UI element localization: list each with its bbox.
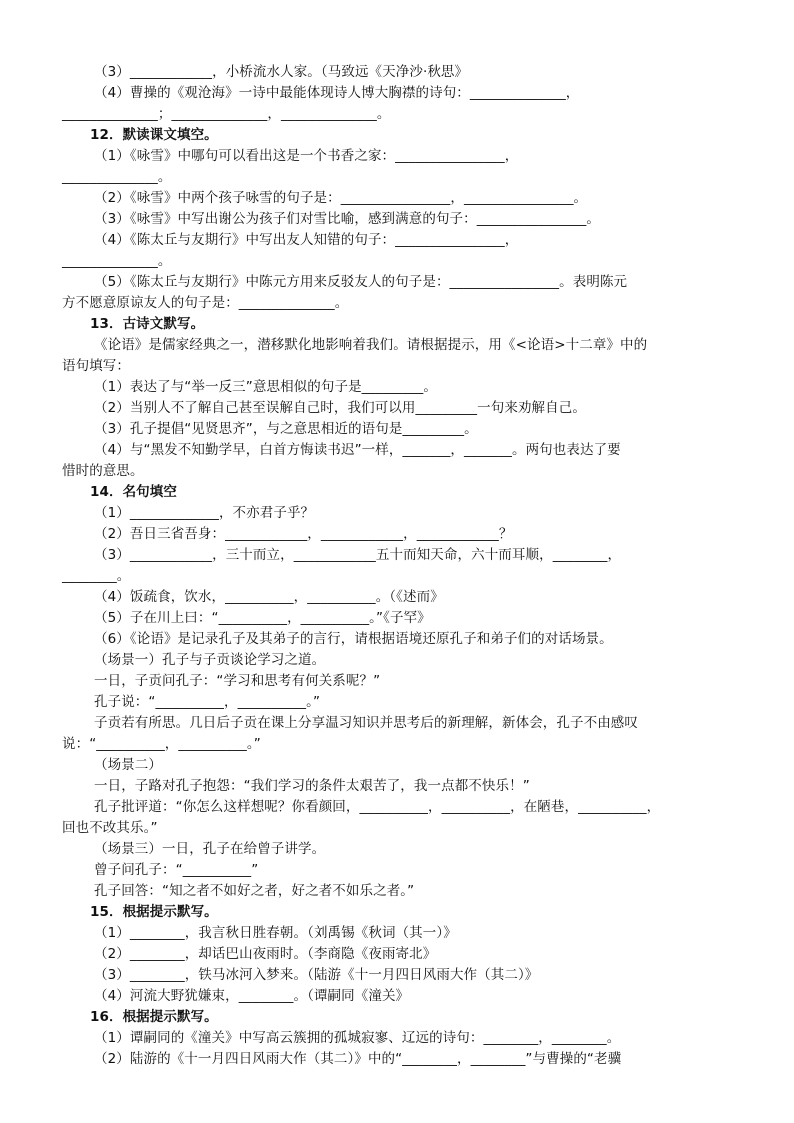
q14-6: （6）《论语》是记录孔子及其弟子的言行，请根据语境还原孔子和弟子们的对话场景。 — [94, 631, 613, 647]
q13-4-cont: 惜时的意思。 — [62, 463, 144, 479]
q13-3: （3）孔子提倡“见贤思齐”，与之意思相近的语句是_________。 — [94, 421, 478, 437]
q16-2: （2）陆游的《十一月四日风雨大作（其二）》中的“________，________”与曹操的“老骥 — [94, 1051, 622, 1067]
q15-4: （4）河流大野犹嫌束，________。（谭嗣同《潼关》 — [94, 988, 410, 1004]
section-13-heading: 13．古诗文默写。 — [90, 316, 205, 332]
q16-1: （1）谭嗣同的《潼关》中写高云簇拥的孤城寂寥、辽远的诗句：________，________。 — [94, 1030, 621, 1046]
scene-2-reply-cont: 回也不改其乐。” — [62, 820, 158, 836]
q14-1: （1）_____________，不亦君子乎？ — [94, 505, 315, 521]
q15-3: （3）________，铁马冰河入梦来。（陆游《十一月四日风雨大作（其二）》 — [94, 967, 539, 983]
q12-2: （2）《咏雪》中两个孩子咏雪的句子是：________________，________________。 — [94, 190, 588, 206]
q12-4-cont: ______________。 — [62, 253, 172, 269]
section-12-heading: 12．默读课文填空。 — [90, 127, 218, 143]
section-16-heading: 16．根据提示默写。 — [90, 1009, 218, 1025]
q14-3-cont: ________。 — [62, 568, 131, 584]
q11-4-cont: ______________；______________，______________。 — [62, 106, 391, 122]
scene-1-title: （场景一）孔子与子贡谈论学习之道。 — [94, 652, 326, 668]
scene-3-title: （场景三）一日，孔子在给曾子讲学。 — [94, 841, 326, 857]
q15-2: （2）________，却话巴山夜雨时。（李商隐《夜雨寄北》 — [94, 946, 437, 962]
scene-3-question: 曾子问孔子：“__________” — [94, 862, 259, 878]
q12-1-cont: ______________。 — [62, 169, 172, 185]
q12-3: （3）《咏雪》中写出谢公为孩子们对雪比喻，感到满意的句子：________________。 — [94, 211, 600, 227]
q12-5-cont: 方不愿意原谅友人的句子是：______________。 — [62, 295, 349, 311]
scene-1-question: 一日，子贡问孔子：“学习和思考有何关系呢？” — [94, 673, 381, 689]
scene-2-complaint: 一日，子路对孔子抱怨：“我们学习的条件太艰苦了，我一点都不快乐！” — [94, 778, 530, 794]
q14-2: （2）吾日三省吾身：____________，____________，____________？ — [94, 526, 513, 542]
scene-1-narration: 子贡若有所思。几日后子贡在课上分享温习知识并思考后的新理解，新体会，孔子不由感叹 — [94, 715, 638, 731]
scene-3-answer: 孔子回答：“知之者不如好之者，好之者不如乐之者。” — [94, 883, 415, 899]
scene-2-reply: 孔子批评道：“你怎么这样想呢？你看颜回，__________，__________，在陋巷，__________， — [94, 799, 661, 815]
section-14-heading: 14．名句填空 — [90, 484, 177, 500]
scene-1-answer: 孔子说：“__________，__________。” — [94, 694, 321, 710]
q13-intro: 《论语》是儒家经典之一，潜移默化地影响着我们。请根据提示，用《<论语>十二章》中的 — [94, 337, 648, 353]
q12-1: （1）《咏雪》中哪句可以看出这是一个书香之家：________________， — [94, 148, 519, 164]
q13-2: （2）当别人不了解自己甚至误解自己时，我们可以用_________一句来劝解自己。 — [94, 400, 586, 416]
section-15-heading: 15．根据提示默写。 — [90, 904, 218, 920]
q13-intro-cont: 语句填写： — [62, 358, 130, 374]
q13-4: （4）与“黑发不知勤学早，白首方悔读书迟”一样，_______，_______。两句也表达了要 — [94, 442, 621, 458]
q11-4: （4）曹操的《观沧海》一诗中最能体现诗人博大胸襟的诗句：______________， — [94, 85, 580, 101]
q14-3: （3）____________，三十而立，____________五十而知天命，六十而耳顺，________， — [94, 547, 622, 563]
scene-1-narration-cont: 说：“__________，__________。” — [62, 736, 261, 752]
q12-5: （5）《陈太丘与友期行》中陈元方用来反驳友人的句子是：________________。表明陈元 — [94, 274, 628, 290]
q14-5: （5）子在川上曰：“__________，__________。”《子罕》 — [94, 610, 431, 626]
q13-1: （1）表达了与“举一反三”意思相似的句子是_________。 — [94, 379, 437, 395]
q11-3: （3）____________，小桥流水人家。（马致远《天净沙·秋思》 — [94, 64, 469, 80]
q14-4: （4）饭疏食，饮水，__________，__________。（《述而》 — [94, 589, 444, 605]
scene-2-title: （场景二） — [94, 757, 162, 773]
q15-1: （1）________，我言秋日胜春朝。（刘禹锡《秋词（其一）》 — [94, 925, 457, 941]
q12-4: （4）《陈太丘与友期行》中写出友人知错的句子：________________， — [94, 232, 519, 248]
